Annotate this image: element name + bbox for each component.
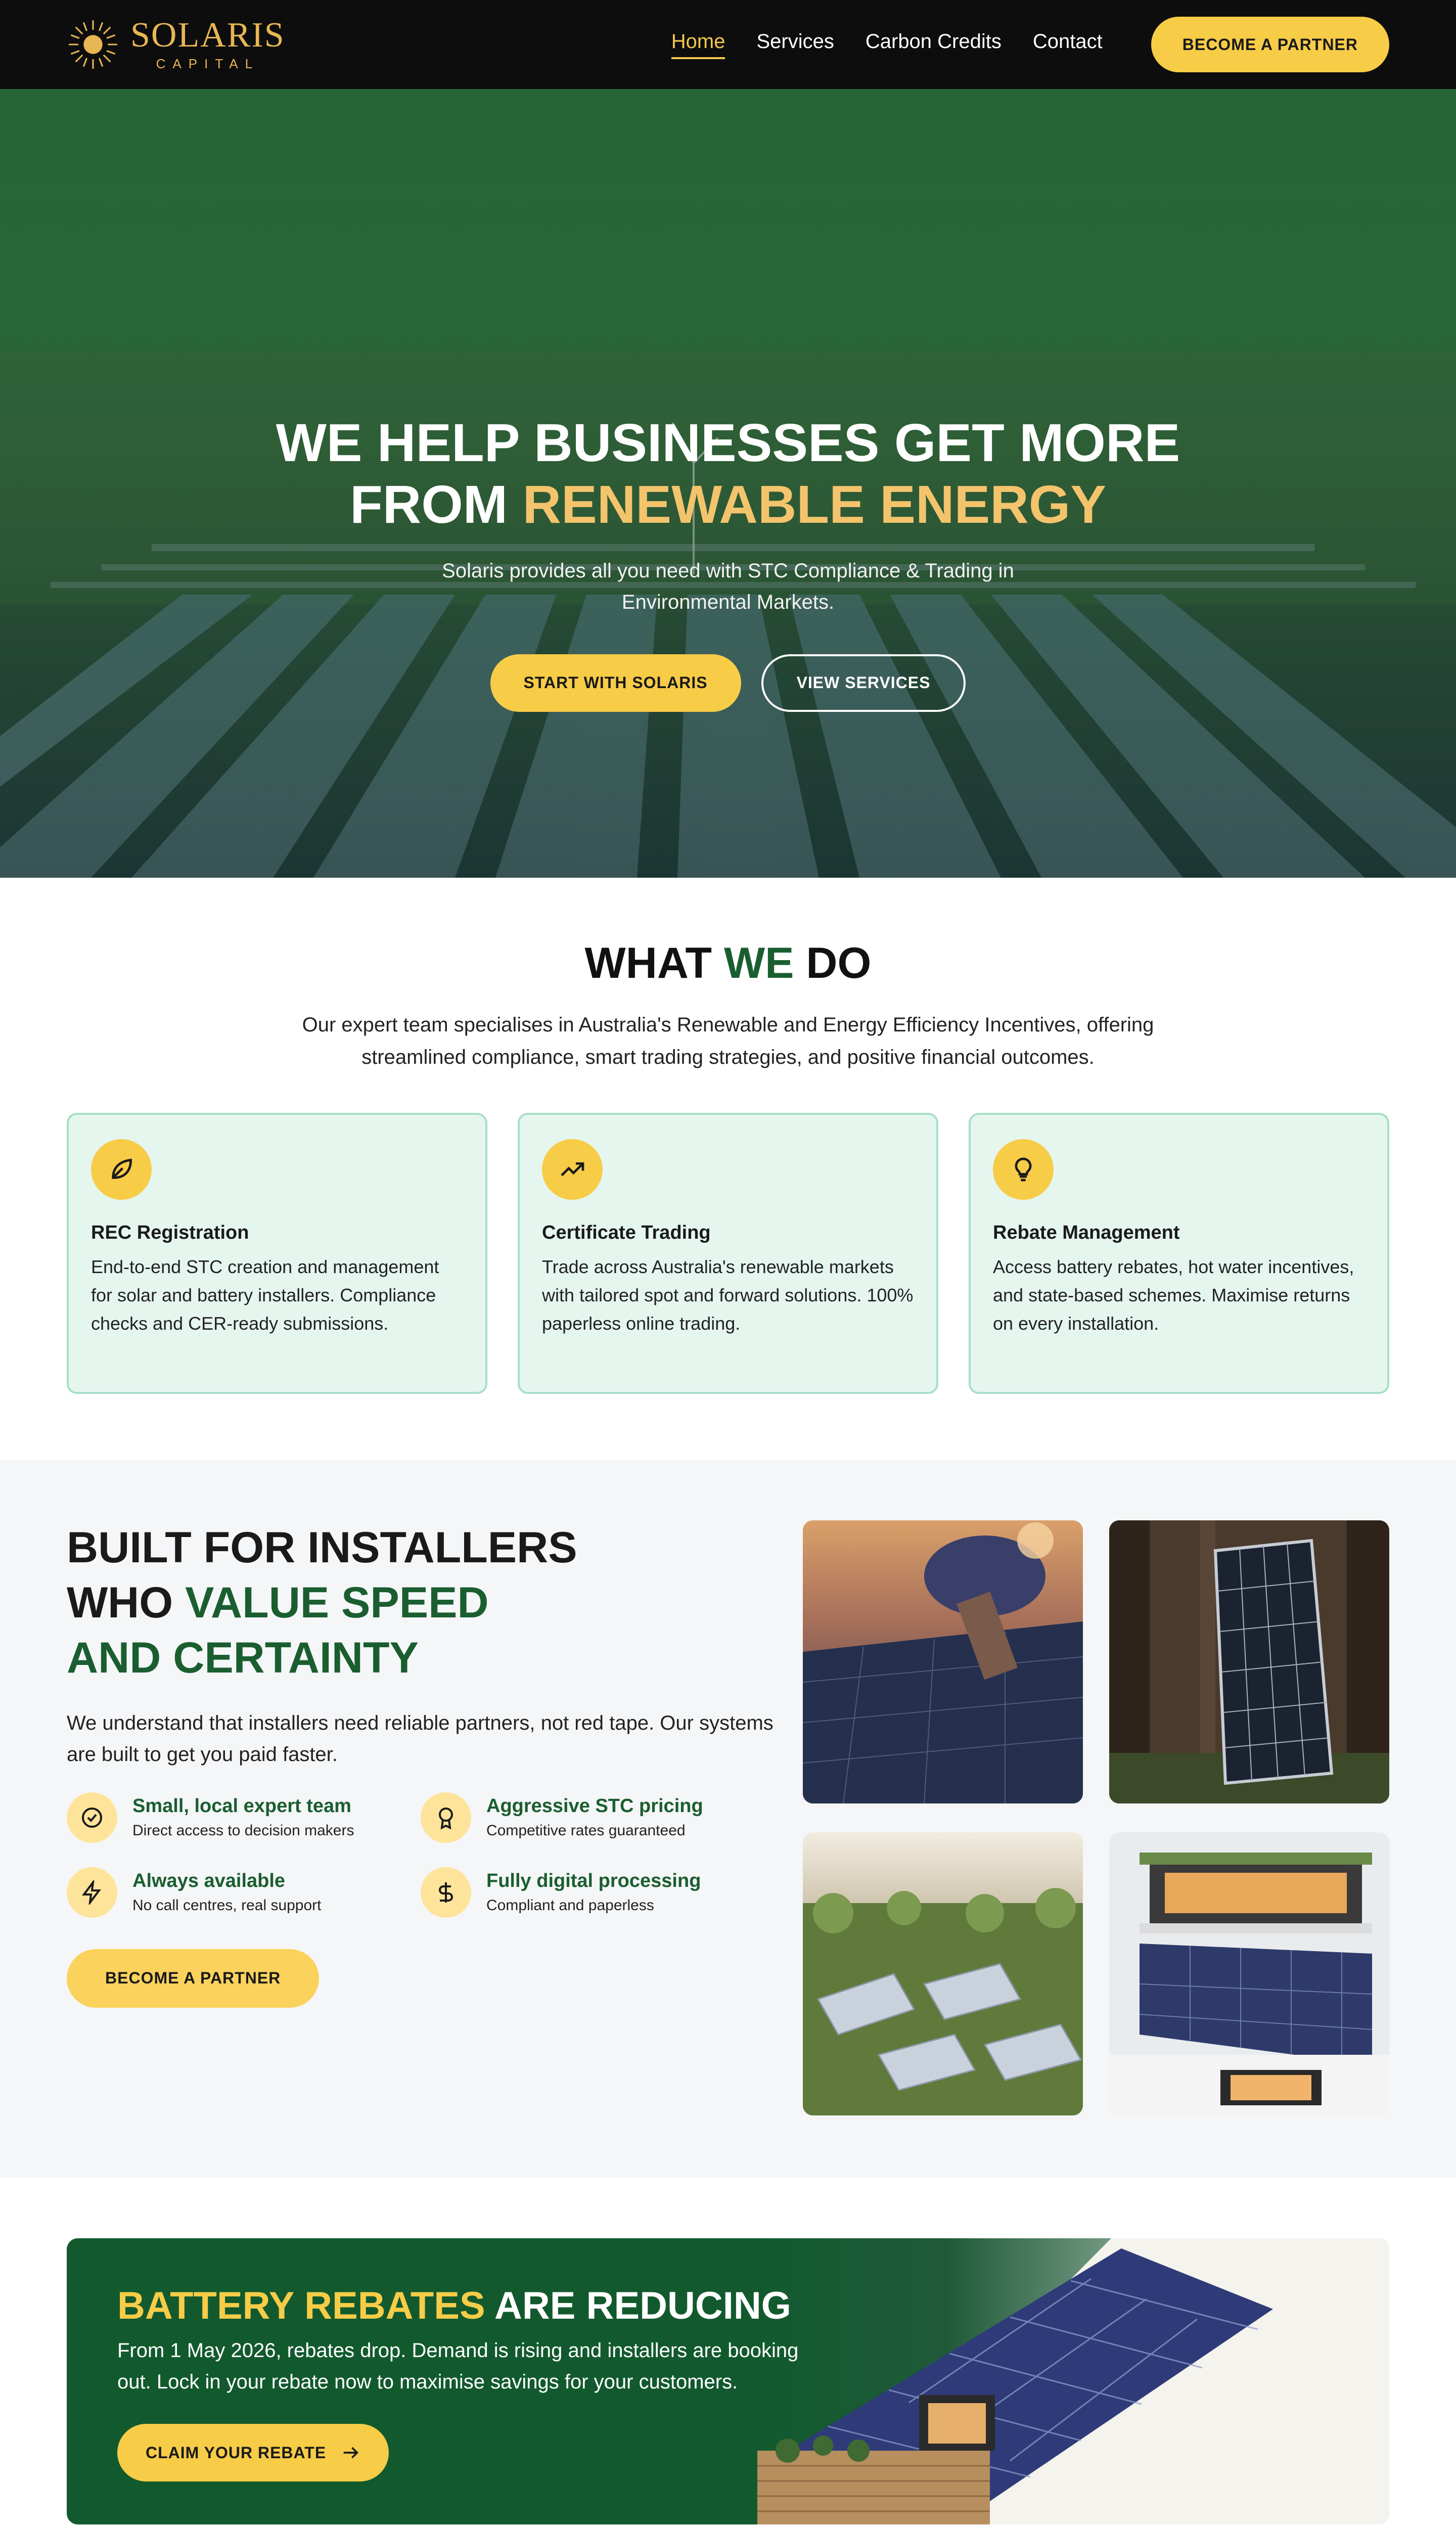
service-card-rec-registration[interactable] — [67, 1113, 487, 1394]
hero-buttons — [0, 654, 1456, 712]
feature-item: Aggressive STC pricing Competitive rates guaranteed — [421, 1792, 744, 1843]
battery-text: From 1 May 2026, rebates drop. Demand is rising and installers are booking out. Lock in your rebate now to maximise savings for your customers. — [117, 2339, 799, 2393]
nav-link-carbon-credits[interactable]: Carbon Credits — [865, 30, 1002, 53]
dollar-icon — [421, 1867, 471, 1918]
service-cards — [67, 1113, 1389, 1394]
hero-title-accent: RENEWABLE ENERGY — [522, 474, 1106, 534]
hero-subtitle-line1: Solaris provides all you need with STC Compliance & Trading in — [442, 559, 1014, 582]
brand-name: SOLARIS — [130, 15, 285, 55]
feature-item: Always available No call centres, real support — [67, 1867, 421, 1918]
sun-logo-icon — [67, 18, 119, 71]
installer-photo-grid — [803, 1520, 1389, 2117]
solar-panel-forest-photo — [1109, 1520, 1389, 1803]
lightbulb-icon — [993, 1139, 1054, 1200]
award-icon — [421, 1792, 471, 1843]
feature-grid — [67, 1792, 775, 1918]
hero-title-prefix: FROM — [350, 474, 523, 534]
modern-house-solar-photo — [1109, 1832, 1389, 2115]
what-we-do-title: WHAT WE DO — [584, 939, 872, 987]
hero-subtitle — [0, 555, 1456, 618]
installer-on-roof-photo — [803, 1520, 1083, 1803]
check-badge-icon — [67, 1792, 117, 1843]
brand-sub: CAPITAL — [156, 56, 260, 71]
nav-link-home[interactable]: Home — [671, 30, 725, 59]
hero-section — [0, 89, 1456, 878]
top-nav — [0, 0, 1456, 89]
start-with-solaris-button[interactable]: START WITH SOLARIS — [490, 654, 741, 712]
feature-item: Small, local expert team Direct access to decision makers — [67, 1792, 421, 1843]
panels-in-field-photo — [803, 1832, 1083, 2115]
hero-subtitle-line2: Environmental Markets. — [621, 591, 835, 613]
installers-paragraph: We understand that installers need reliable partners, not red tape. Our systems are built to get you paid faster. — [67, 1711, 774, 1766]
what-we-do-section — [0, 878, 1456, 1460]
claim-rebate-label: CLAIM YOUR REBATE — [146, 2443, 327, 2462]
card-text: End-to-end STC creation and management for solar and battery installers. Compliance checks and CER-ready submissions. — [91, 1256, 439, 1334]
card-text: Access battery rebates, hot water incentives, and state-based schemes. Maximise returns on every installation. — [993, 1256, 1354, 1334]
battery-rebate-section — [0, 2178, 1456, 2528]
feature-item: Fully digital processing Compliant and paperless — [421, 1867, 744, 1918]
card-title: REC Registration — [91, 1222, 249, 1243]
leaf-icon — [91, 1139, 152, 1200]
nav-link-contact[interactable]: Contact — [1032, 30, 1103, 53]
card-text: Trade across Australia's renewable markets with tailored spot and forward solutions. 100% paperless online trading. — [542, 1256, 914, 1334]
become-partner-button[interactable]: BECOME A PARTNER — [1151, 17, 1389, 72]
claim-rebate-button[interactable] — [117, 2424, 389, 2481]
battery-title: BATTERY REBATES ARE REDUCING — [117, 2284, 791, 2327]
what-we-do-subtitle: Our expert team specialises in Australia's Renewable and Energy Efficiency Incentives, offering streamlined compliance, smart trading strategies, and positive financial outcomes. — [302, 1014, 1154, 1068]
installers-title: BUILT FOR INSTALLERS WHO VALUE SPEED AND CERTAINTY — [67, 1523, 577, 1683]
brand-logo[interactable] — [67, 15, 285, 72]
become-partner-button[interactable]: BECOME A PARTNER — [67, 1949, 319, 2008]
view-services-button[interactable]: VIEW SERVICES — [761, 654, 966, 712]
trending-up-icon — [542, 1139, 603, 1200]
arrow-right-icon — [340, 2443, 360, 2463]
nav-links — [671, 30, 1103, 59]
hero-title — [0, 413, 1456, 536]
nav-link-services[interactable]: Services — [756, 30, 834, 53]
service-card-rebate-management[interactable] — [969, 1113, 1389, 1394]
card-title: Certificate Trading — [542, 1222, 711, 1243]
lightning-icon — [67, 1867, 117, 1918]
installers-section — [0, 1460, 1456, 2178]
service-card-certificate-trading[interactable] — [518, 1113, 938, 1394]
card-title: Rebate Management — [993, 1222, 1180, 1243]
hero-title-line1: WE HELP BUSINESSES GET MORE — [276, 413, 1180, 473]
battery-rebate-banner — [67, 2238, 1389, 2524]
